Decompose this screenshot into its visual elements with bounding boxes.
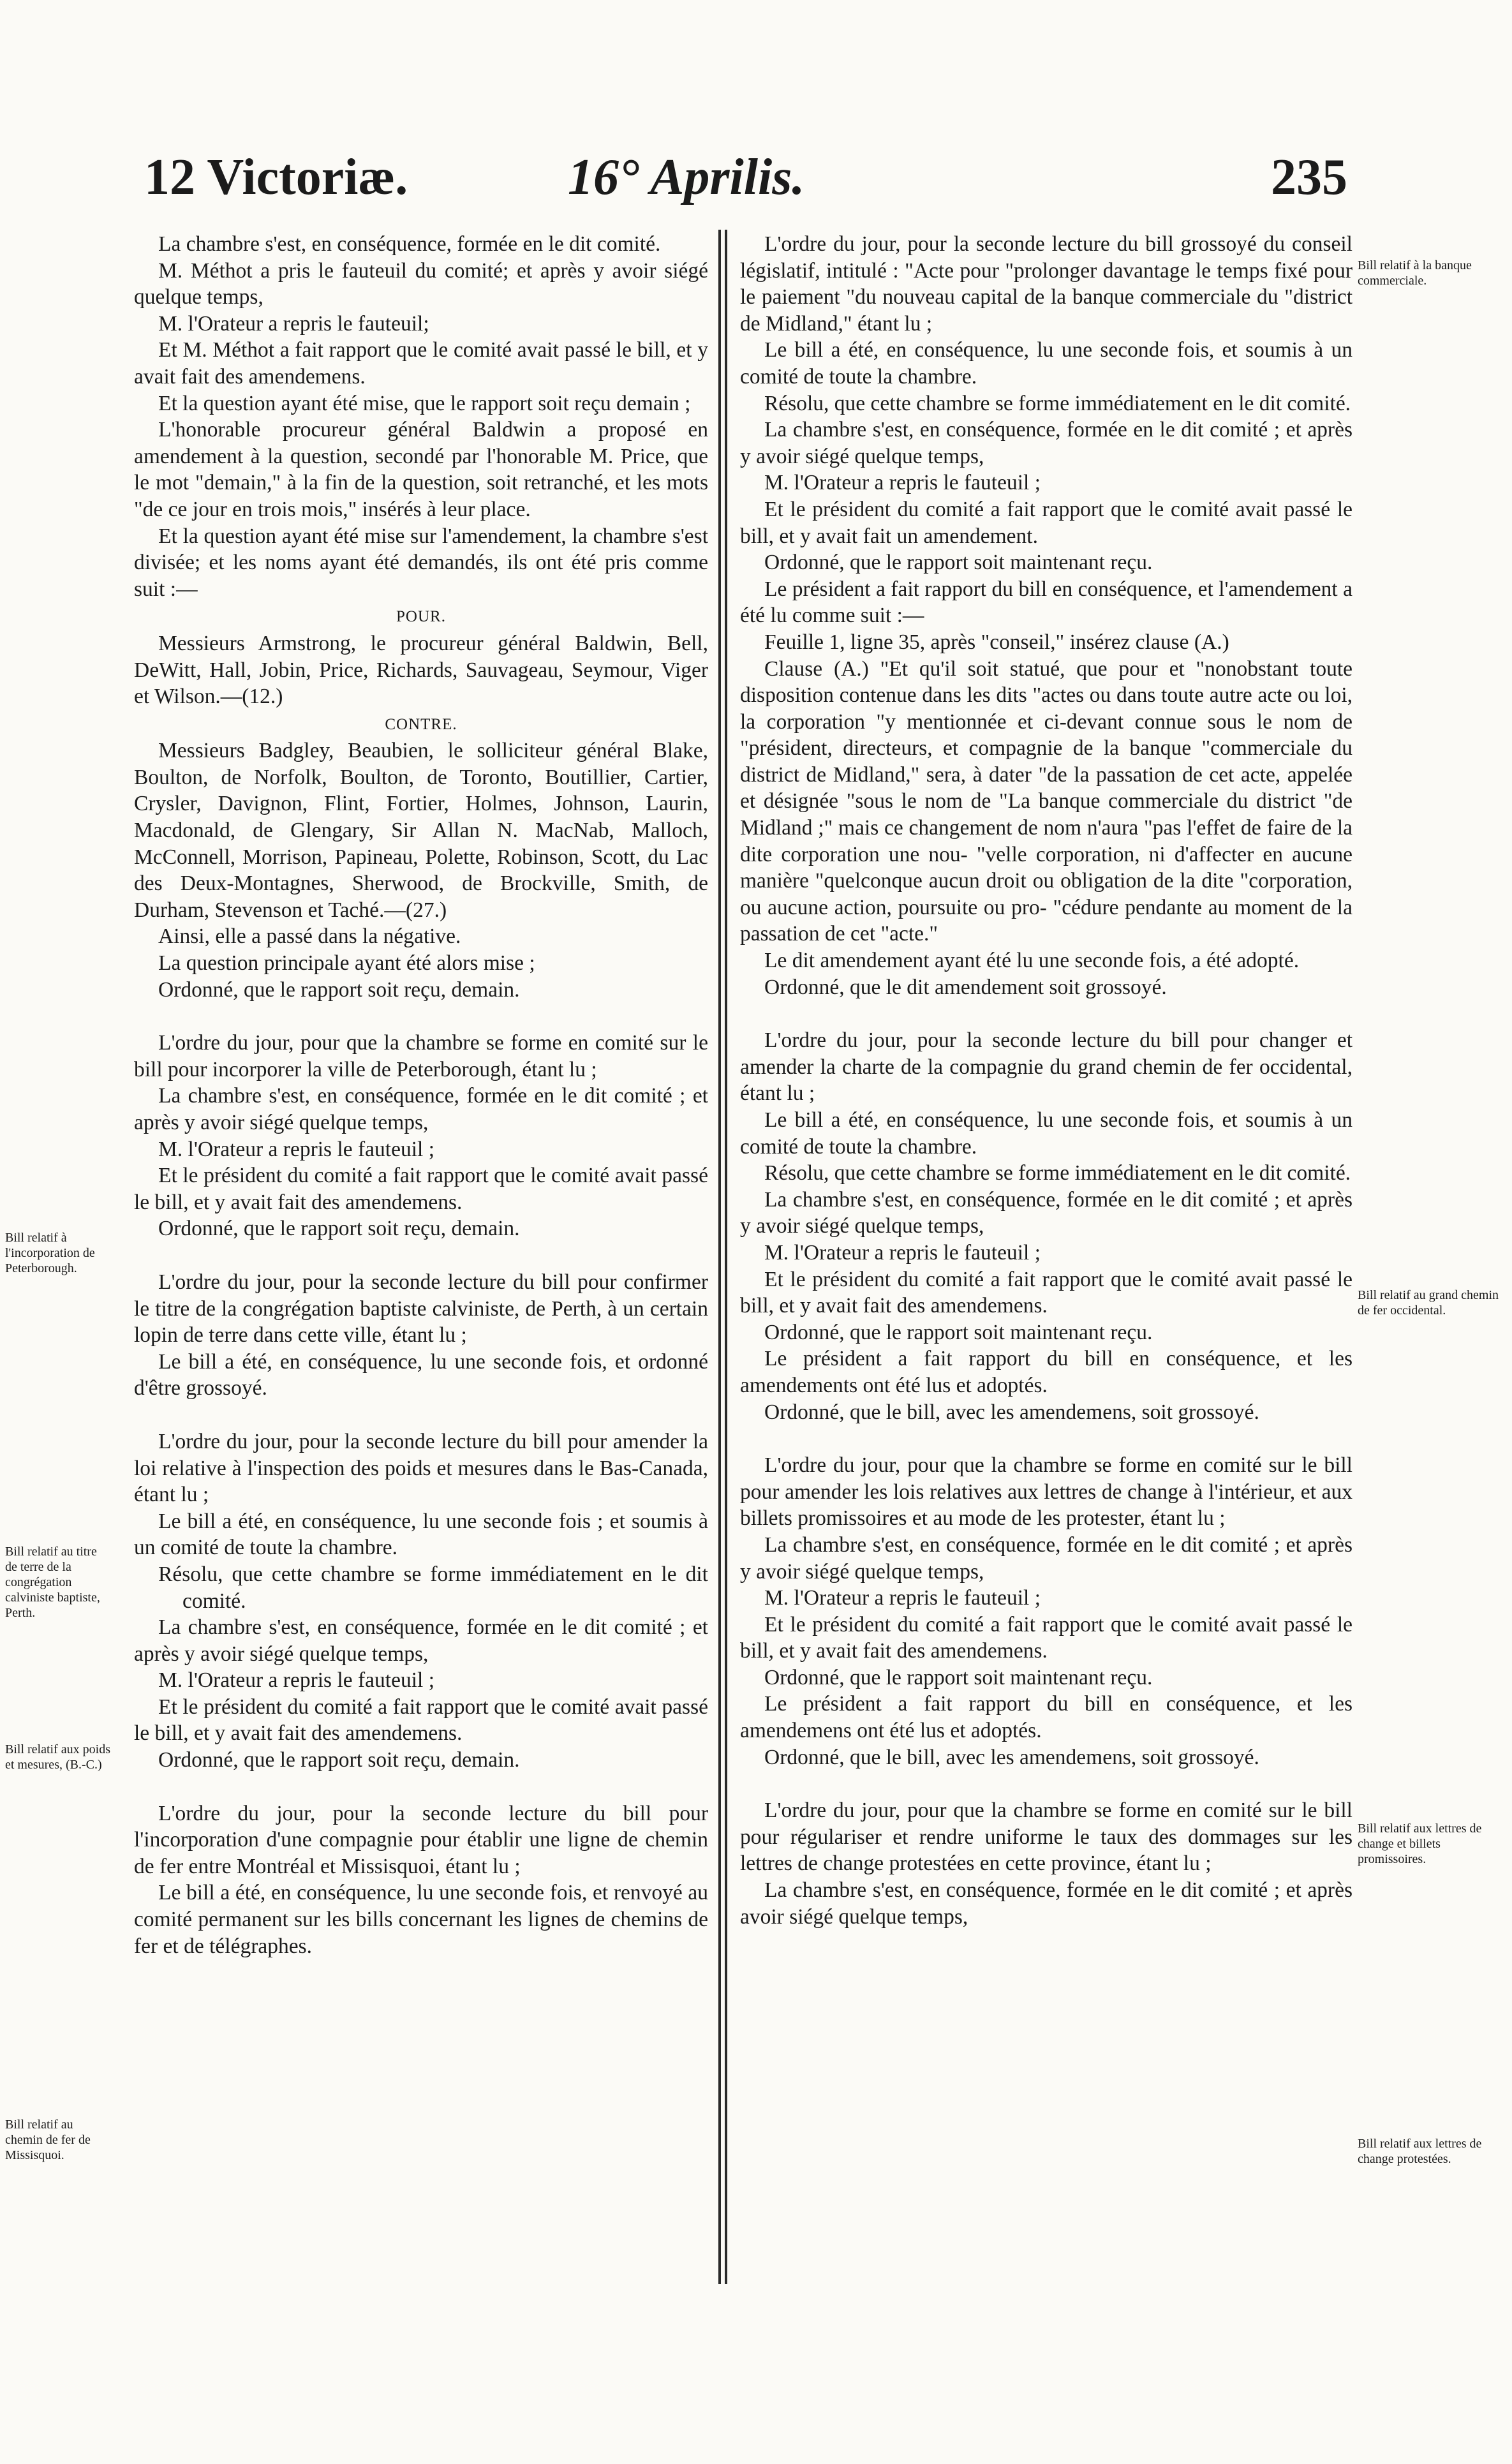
paragraph: L'honorable procureur général Baldwin a proposé en amendement à la question, secondé par l'honorable M. Price, que le mot "demain," à la fin de la question, soit retranché, et les mots "de ce jour en trois mois," insérés à leur place. <box>134 418 708 521</box>
header-regnal-year: 12 Victoriæ. <box>144 149 408 205</box>
paragraph: Ordonné, que le bill, avec les amendemens, soit grossoyé. <box>764 1400 1259 1424</box>
paragraph: Ordonné, que le bill, avec les amendemens, soit grossoyé. <box>764 1745 1259 1769</box>
margin-note-poids-mesures: Bill relatif aux poids et mesures, (B.-C.) <box>5 1742 110 1772</box>
paragraph: Ainsi, elle a passé dans la négative. <box>158 924 461 949</box>
paragraph: L'ordre du jour, pour que la chambre se forme en comité sur le bill pour amender les lois relatives aux lettres de change à l'intérieur, et aux billets promissoires et au mode de les protester, étant lu ; <box>740 1453 1353 1531</box>
paragraph: Ordonné, que le dit amendement soit grossoyé. <box>764 975 1167 999</box>
paragraph: La chambre s'est, en conséquence, formée en le dit comité ; et après avoir siégé quelque temps, <box>740 1878 1353 1929</box>
paragraph: La chambre s'est, en conséquence, formée en le dit comité ; et après y avoir siégé quelque temps, <box>740 418 1353 468</box>
column-rule-left <box>718 230 721 2284</box>
paragraph: Et M. Méthot a fait rapport que le comité avait passé le bill, et y avait fait des amendemens. <box>134 338 708 389</box>
paragraph: Le bill a été, en conséquence, lu une seconde fois, et soumis à un comité de toute la chambre. <box>740 338 1353 389</box>
paragraph: Ordonné, que le rapport soit maintenant reçu. <box>764 1665 1153 1689</box>
paragraph: L'ordre du jour, pour que la chambre se forme en comité sur le bill pour régulariser et rendre uniforme le taux des dommages sur les lettres de change protestées en cette province, étant lu ; <box>740 1799 1353 1876</box>
paragraph: Le président a fait rapport du bill en conséquence, et les amendements ont été lus et adoptés. <box>740 1347 1353 1397</box>
paragraph: Et la question ayant été mise sur l'amendement, la chambre s'est divisée; et les noms ayant été demandés, ils ont été pris comme suit :— <box>134 524 708 601</box>
paragraph: L'ordre du jour, pour la seconde lecture du bill pour confirmer le titre de la congrégation baptiste calviniste, de Perth, à un certain lopin de terre dans cette ville, étant lu ; <box>134 1270 708 1347</box>
paragraph: La chambre s'est, en conséquence, formée en le dit comité ; et après y avoir siégé quelque temps, <box>134 1615 708 1666</box>
paragraph: Le bill a été, en conséquence, lu une seconde fois, et soumis à un comité de toute la chambre. <box>740 1108 1353 1159</box>
paragraph: M. l'Orateur a repris le fauteuil ; <box>158 1668 434 1693</box>
paragraph: Et le président du comité a fait rapport que le comité avait passé le bill, et y avait fait un amendement. <box>740 497 1353 548</box>
paragraph: Feuille 1, ligne 35, après "conseil," insérez clause (A.) <box>764 630 1229 654</box>
paragraph: Ordonné, que le rapport soit maintenant reçu. <box>764 1320 1153 1344</box>
paragraph: Le dit amendement ayant été lu une seconde fois, a été adopté. <box>764 949 1300 973</box>
paragraph: Résolu, que cette chambre se forme immédiatement en le dit comité. <box>764 391 1351 415</box>
paragraph: La chambre s'est, en conséquence, formée en le dit comité. <box>158 232 661 256</box>
paragraph: Et le président du comité a fait rapport que le comité avait passé le bill, et y avait fait des amendemens. <box>134 1695 708 1746</box>
paragraph: L'ordre du jour, pour la seconde lecture du bill pour amender la loi relative à l'inspection des poids et mesures dans le Bas-Canada, étant lu ; <box>134 1429 708 1507</box>
paragraph: Le bill a été, en conséquence, lu une seconde fois ; et soumis à un comité de toute la chambre. <box>134 1509 708 1560</box>
paragraph: L'ordre du jour, pour la seconde lecture du bill grossoyé du conseil législatif, intitulé : "Acte pour "prolonger davantage le temps fixé pour le paiement "du nouveau capital de la banque commerciale du "district de Midland," étant lu ; <box>740 232 1353 336</box>
margin-note-perth: Bill relatif au titre de terre de la congrégation calviniste baptiste, Perth. <box>5 1545 100 1620</box>
margin-note-banque-commerciale: Bill relatif à la banque commerciale. <box>1358 258 1472 288</box>
paragraph: M. l'Orateur a repris le fauteuil ; <box>764 1240 1041 1265</box>
paragraph: La chambre s'est, en conséquence, formée en le dit comité ; et après y avoir siégé quelque temps, <box>740 1533 1353 1584</box>
paragraph: M. l'Orateur a repris le fauteuil; <box>158 311 429 336</box>
paragraph: L'ordre du jour, pour que la chambre se forme en comité sur le bill pour incorporer la ville de Peterborough, étant lu ; <box>134 1031 708 1081</box>
paragraph: M. l'Orateur a repris le fauteuil ; <box>764 1586 1041 1610</box>
paragraph: M. l'Orateur a repris le fauteuil ; <box>764 471 1041 495</box>
paragraph: L'ordre du jour, pour la seconde lecture du bill pour changer et amender la charte de la compagnie du grand chemin de fer occidental, étant lu ; <box>740 1028 1353 1106</box>
paragraph: Le bill a été, en conséquence, lu une seconde fois, et renvoyé au comité permanent sur les bills concernant les lignes de chemins de fer et de télégraphes. <box>134 1881 708 1958</box>
paragraph: Et le président du comité a fait rapport que le comité avait passé le bill, et y avait fait des amendemens. <box>740 1267 1353 1318</box>
paragraph: Résolu, que cette chambre se forme immédiatement en le dit comité. <box>764 1161 1351 1185</box>
left-column <box>134 231 708 1959</box>
paragraph: Et la question ayant été mise, que le rapport soit reçu demain ; <box>158 391 691 415</box>
margin-note-missisquoi: Bill relatif au chemin de fer de Missisquoi. <box>5 2118 91 2162</box>
paragraph: Et le président du comité a fait rapport que le comité avait passé le bill, et y avait fait des amendemens. <box>134 1164 708 1214</box>
paragraph: Le bill a été, en conséquence, lu une seconde fois, et ordonné d'être grossoyé. <box>134 1349 708 1400</box>
margin-note-lettres-protestees: Bill relatif aux lettres de change protestées. <box>1358 2137 1482 2166</box>
vote-names-pour: Messieurs Armstrong, le procureur général Baldwin, Bell, DeWitt, Hall, Jobin, Price, Richards, Sauvageau, Seymour, Viger et Wilson.—(12.) <box>134 631 708 709</box>
right-column <box>740 231 1353 1930</box>
paragraph: La chambre s'est, en conséquence, formée en le dit comité ; et après y avoir siégé quelque temps, <box>134 1084 708 1134</box>
vote-heading-contre: CONTRE. <box>385 715 457 733</box>
margin-note-grand-chemin: Bill relatif au grand chemin de fer occidental. <box>1358 1288 1499 1317</box>
paragraph: Ordonné, que le rapport soit maintenant reçu. <box>764 551 1153 575</box>
vote-names-contre: Messieurs Badgley, Beaubien, le solliciteur général Blake, Boulton, de Norfolk, Boulton, de Toronto, Boutillier, Cartier, Crysler, Davignon, Flint, Fortier, Holmes, Johnson, Laurin, Macdonald, de Glengary, Sir Allan N. MacNab, Malloch, McConnell, Morrison, Papineau, Polette, Robinson, Scott, du Lac des Deux-Montagnes, Sherwood, de Brockville, Smith, de Durham, Stevenson et Taché.—(27.) <box>134 739 708 922</box>
margin-note-peterborough: Bill relatif à l'incorporation de Peterborough. <box>5 1231 95 1275</box>
paragraph: Ordonné, que le rapport soit reçu, demain. <box>158 1748 520 1772</box>
paragraph: Ordonné, que le rapport soit reçu, demain. <box>158 1217 520 1241</box>
paragraph: La chambre s'est, en conséquence, formée en le dit comité ; et après y avoir siégé quelque temps, <box>740 1187 1353 1238</box>
paragraph: Résolu, que cette chambre se forme immédiatement en le dit comité. <box>158 1562 708 1613</box>
paragraph: Ordonné, que le rapport soit reçu, demain. <box>158 977 520 1002</box>
paragraph: L'ordre du jour, pour la seconde lecture du bill pour l'incorporation d'une compagnie pour établir une ligne de chemin de fer entre Montréal et Missisquoi, étant lu ; <box>134 1801 708 1878</box>
paragraph: M. l'Orateur a repris le fauteuil ; <box>158 1137 434 1161</box>
paragraph: La question principale ayant été alors mise ; <box>158 951 535 976</box>
paragraph: M. Méthot a pris le fauteuil du comité; et après y avoir siégé quelque temps, <box>134 258 708 309</box>
amendment-clause: Clause (A.) "Et qu'il soit statué, que pour et "nonobstant toute disposition contenue dans les dits "actes ou dans toute autre acte ou loi, la corporation "y mentionnée et ci-devant connue sous le nom de "président, directeurs, et compagnie de la banque "commerciale du district de Midland," sera, à dater "de la passation de cet acte, appelée et désignée "sous le nom de "La banque commerciale du district "de Midland ;" mais ce changement de nom n'aura "pas l'effet de faire de la dite corporation une nou- "velle corporation, ni d'affecter en aucune manière "quelconque aucun droit ou obligation de la dite "corporation, ou aucune action, poursuite ou pro- "cédure pendante au moment de la passation de cet "acte." <box>740 657 1353 946</box>
paragraph: Le président a fait rapport du bill en conséquence, et les amendemens ont été lus et adoptés. <box>740 1692 1353 1743</box>
paragraph: Et le président du comité a fait rapport que le comité avait passé le bill, et y avait fait des amendemens. <box>740 1612 1353 1663</box>
paragraph: Le président a fait rapport du bill en conséquence, et l'amendement a été lu comme suit :— <box>740 577 1353 628</box>
margin-note-lettres-change: Bill relatif aux lettres de change et billets promissoires. <box>1358 1822 1482 1866</box>
header-date: 16° Aprilis. <box>568 149 805 205</box>
column-rule-right <box>725 230 727 2284</box>
page-number: 235 <box>1271 149 1347 205</box>
vote-heading-pour: POUR. <box>396 608 446 626</box>
page-header <box>0 145 1512 216</box>
